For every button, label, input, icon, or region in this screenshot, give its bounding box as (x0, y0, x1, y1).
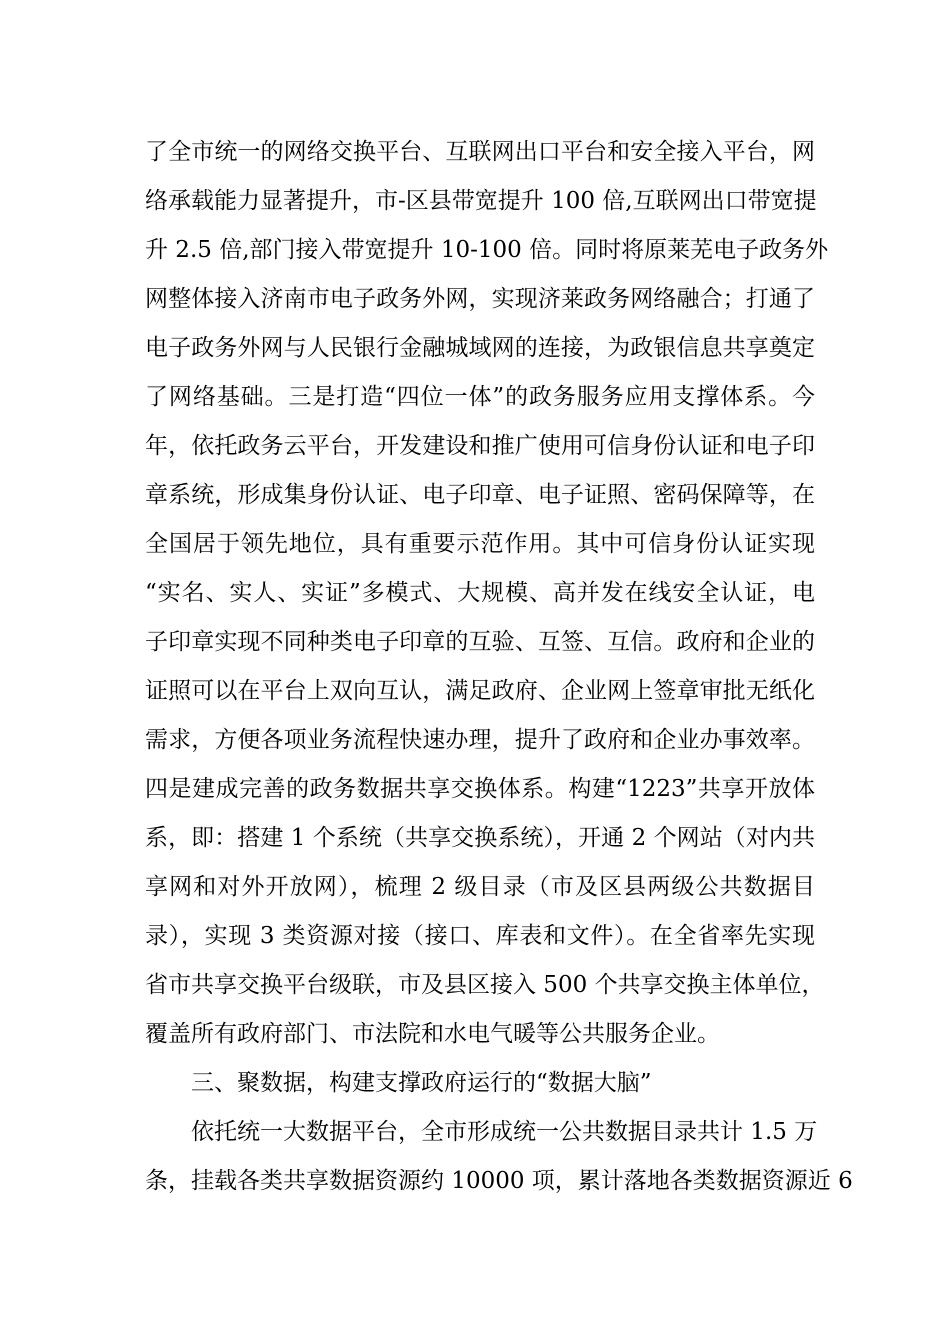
text-line: 全国居于领先地位，具有重要示范作用。其中可信身份认证实现 (145, 531, 815, 557)
text-line: 升 2.5 倍,部门接入带宽提升 10-100 倍。同时将原莱芜电子政务外 (145, 237, 829, 263)
section-heading: 三、聚数据，构建支撑政府运行的“数据大脑” (191, 1070, 652, 1096)
text-line: 网整体接入济南市电子政务外网，实现济莱政务网络融合；打通了 (145, 286, 815, 312)
text-line: 覆盖所有政府部门、市法院和水电气暖等公共服务企业。 (145, 1021, 720, 1047)
text-line: 电子政务外网与人民银行金融城域网的连接，为政银信息共享奠定 (145, 335, 815, 361)
text-line: 依托统一大数据平台，全市形成统一公共数据目录共计 1.5 万 (191, 1119, 818, 1145)
text-line: 系，即：搭建 1 个系统（共享交换系统），开通 2 个网站（对内共 (145, 825, 815, 851)
text-line: 了网络基础。三是打造“四位一体”的政务服务应用支撑体系。今 (145, 384, 815, 410)
text-line: 需求，方便各项业务流程快速办理，提升了政府和企业办事效率。 (145, 727, 815, 753)
text-line: 省市共享交换平台级联，市及县区接入 500 个共享交换主体单位， (145, 972, 825, 998)
text-line: 章系统，形成集身份认证、电子印章、电子证照、密码保障等，在 (145, 482, 815, 508)
text-line: 四是建成完善的政务数据共享交换体系。构建“1223”共享开放体 (145, 776, 815, 802)
body-paragraph-1 (145, 128, 853, 1206)
text-line: 年，依托政务云平台，开发建设和推广使用可信身份认证和电子印 (145, 433, 815, 459)
text-line: 了全市统一的网络交换平台、互联网出口平台和安全接入平台，网 (145, 139, 815, 165)
text-line: 享网和对外开放网），梳理 2 级目录（市及区县两级公共数据目 (145, 874, 815, 900)
text-line: 条，挂载各类共享数据资源约 10000 项，累计落地各类数据资源近 6 (145, 1168, 853, 1194)
text-line: “实名、实人、实证”多模式、大规模、高并发在线安全认证，电 (145, 580, 815, 606)
text-line: 子印章实现不同种类电子印章的互验、互签、互信。政府和企业的 (145, 629, 815, 655)
text-line: 络承载能力显著提升，市-区县带宽提升 100 倍,互联网出口带宽提 (145, 188, 817, 214)
text-line: 证照可以在平台上双向互认，满足政府、企业网上签章审批无纸化 (145, 678, 815, 704)
text-line: 录），实现 3 类资源对接（接口、库表和文件）。在全省率先实现 (145, 923, 815, 949)
